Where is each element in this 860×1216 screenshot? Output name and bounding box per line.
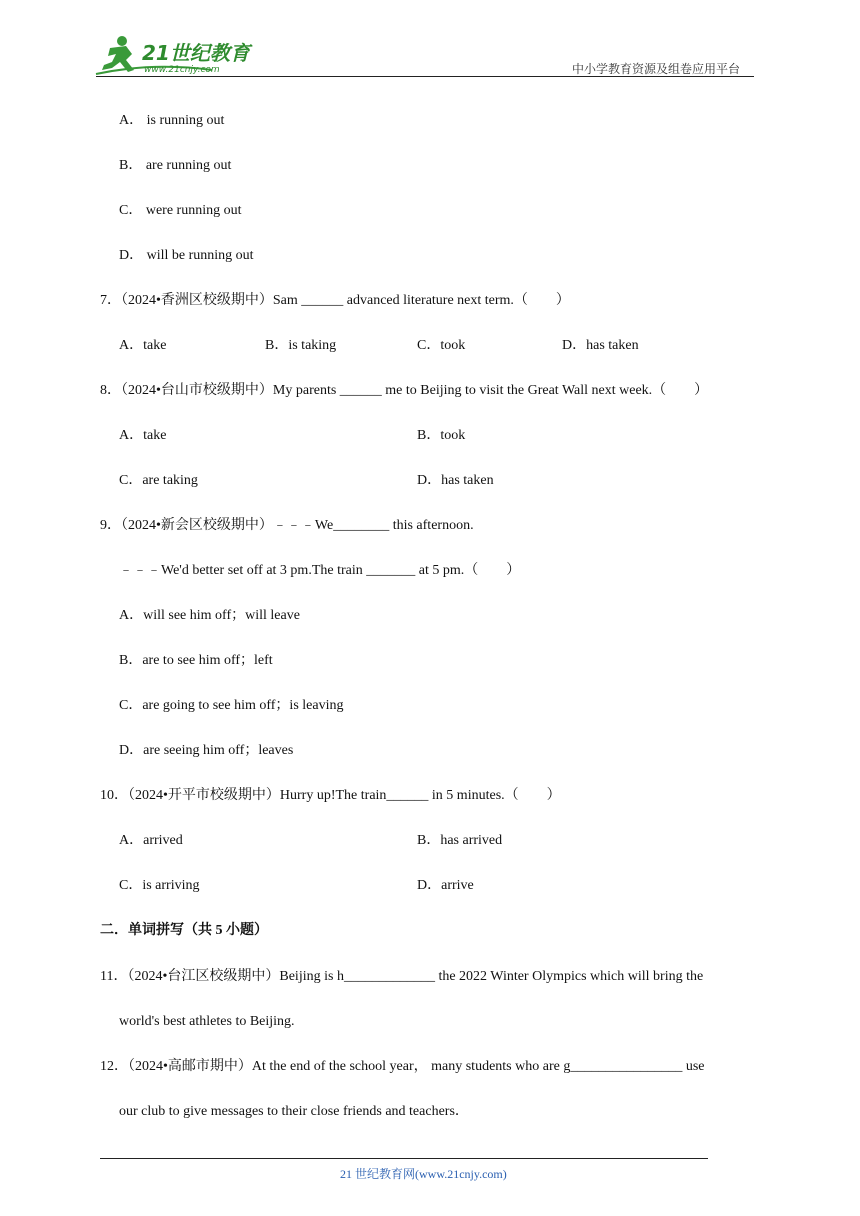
q10-stem: 10．（2024•开平市校级期中）Hurry up!The train______ in 5 minutes.（ ） <box>100 788 561 803</box>
q8-option-c[interactable]: C．are taking <box>119 473 198 488</box>
q10-option-c[interactable]: C．is arriving <box>119 878 200 893</box>
q9-option-b[interactable]: B．are to see him off；left <box>119 653 273 668</box>
svg-text:21世纪教育: 21世纪教育 <box>142 41 250 65</box>
q6-option-b[interactable]: B． are running out <box>119 158 232 173</box>
q12-line1: 12．（2024•高邮市期中）At the end of the school year， many students who are g________________ use <box>100 1059 705 1074</box>
q9-option-c[interactable]: C．are going to see him off；is leaving <box>119 698 344 713</box>
q8-option-d[interactable]: D．has taken <box>417 473 494 488</box>
footer-site-link[interactable]: 21 世纪教育网(www.21cnjy.com) <box>340 1167 507 1181</box>
q9-option-d[interactable]: D．are seeing him off；leaves <box>119 743 294 758</box>
q11-line1: 11．（2024•台江区校级期中）Beijing is h_____________ the 2022 Winter Olympics which will bring the <box>100 969 704 984</box>
section-title-spelling: 二．单词拼写（共 5 小题） <box>100 923 268 938</box>
q10-option-a[interactable]: A．arrived <box>119 833 183 848</box>
q11-line2: world's best athletes to Beijing. <box>119 1014 295 1029</box>
q8-option-b[interactable]: B．took <box>417 428 466 443</box>
q7-option-a[interactable]: A．take <box>119 338 167 353</box>
q6-option-d[interactable]: D． will be running out <box>119 248 254 263</box>
q7-option-b[interactable]: B．is taking <box>265 338 337 353</box>
header-platform-title: 中小学教育资源及组卷应用平台 <box>572 62 741 76</box>
q7-option-d[interactable]: D．has taken <box>562 338 639 353</box>
q6-option-a[interactable]: A． is running out <box>119 113 225 128</box>
q8-stem: 8．（2024•台山市校级期中）My parents ______ me to Beijing to visit the Great Wall next week.（ ） <box>100 383 709 398</box>
site-logo <box>92 34 262 76</box>
q9-option-a[interactable]: A．will see him off；will leave <box>119 608 300 623</box>
q6-option-c[interactable]: C． were running out <box>119 203 242 218</box>
q8-option-a[interactable]: A．take <box>119 428 167 443</box>
header-rule <box>96 76 754 77</box>
svg-text:www.21cnjy.com: www.21cnjy.com <box>144 65 220 75</box>
footer-rule <box>100 1158 708 1159</box>
q7-stem: 7．（2024•香洲区校级期中）Sam ______ advanced literature next term.（ ） <box>100 293 570 308</box>
q10-option-b[interactable]: B．has arrived <box>417 833 503 848</box>
q12-line2: our club to give messages to their close friends and teachers． <box>119 1104 469 1119</box>
q9-stem-line2: ﹣﹣﹣We'd better set off at 3 pm.The train _______ at 5 pm.（ ） <box>119 563 521 578</box>
q9-stem-line1: 9．（2024•新会区校级期中）﹣﹣﹣We________ this afternoon. <box>100 518 474 533</box>
q7-option-c[interactable]: C．took <box>417 338 466 353</box>
runner-logo-icon <box>92 34 262 76</box>
q10-option-d[interactable]: D．arrive <box>417 878 474 893</box>
